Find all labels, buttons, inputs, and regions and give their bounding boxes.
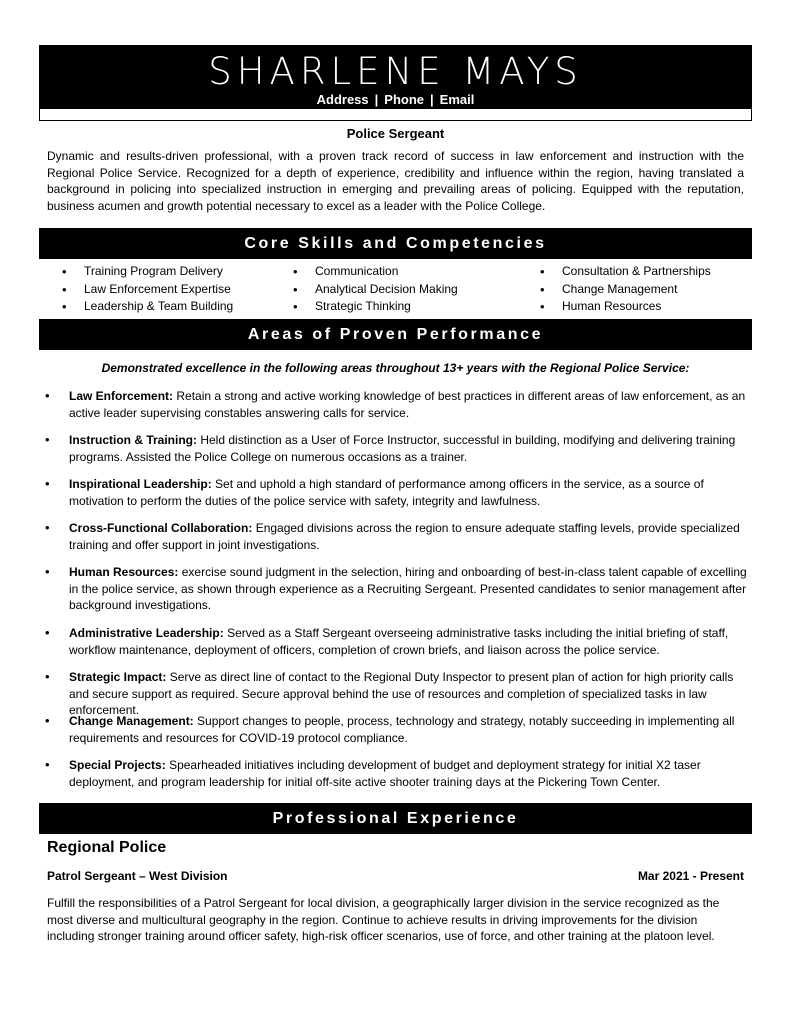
contact-address: Address [316,92,369,107]
skill-item: • Strategic Thinking [293,298,458,316]
bullet-icon: • [45,757,50,772]
bullet-icon: • [45,520,50,535]
area-text: Held distinction as a User of Force Instructor, successful in building, modifying and delivering training programs. Assisted the Police College on numerous occasions as a trainer. [69,433,736,464]
area-text: Support changes to people, process, technology and strategy, notably succeeding in implementing all requirements and resources for COVID-19 protocol compliance. [69,714,735,745]
area-item [45,564,747,614]
skill-item: • Training Program Delivery [62,263,233,281]
area-text: exercise sound judgment in the selection, hiring and onboarding of best-in-class talent capable of excelling in the police service, as shown through experience as a Recruiting Sergeant. Presented candidates to senior management after background investigations. [69,565,747,612]
contact-separator: | [430,92,434,107]
contact-separator: | [374,92,379,107]
resume-header [39,45,752,121]
area-item [45,432,747,465]
area-label: Strategic Impact: [69,670,167,684]
area-label: Inspirational Leadership: [69,477,212,491]
area-text: Spearheaded initiatives including development of budget and deployment strategy for initial X2 taser deployment, and program leadership for initial off-site active shooter training days at the Pickering Town Center. [69,758,701,789]
area-label: Administrative Leadership: [69,626,224,640]
area-text: Served as a Staff Sergeant overseeing administrative tasks including the initial briefing of staff, workflow maintenance, deployment of officers, completion of crown briefs, and liaison across the police service. [69,626,729,657]
candidate-name: SHARLENE MAYS [208,50,583,93]
area-item [45,388,747,421]
area-text: Retain a strong and active working knowledge of best practices in different areas of law enforcement, as an active leader supervising constables answering calls for service. [69,389,746,420]
bullet-icon: • [45,713,50,728]
area-item [45,713,747,746]
skill-item: • Change Management [540,281,711,299]
section-heading-skills: Core Skills and Competencies [39,228,752,259]
area-item [45,669,747,719]
skill-item: • Communication [293,263,458,281]
skill-item: • Law Enforcement Expertise [62,281,233,299]
skills-column-2 [293,263,458,316]
employer-name: Regional Police [47,839,167,856]
bullet-icon: • [45,388,50,403]
area-text: Engaged divisions across the region to ensure adequate staffing levels, provide specialized training and offer support in joint investigations. [69,521,740,552]
skills-list [0,263,791,317]
skill-item: • Human Resources [540,298,711,316]
job-title: Police Sergeant [346,126,445,141]
skills-column-1 [62,263,233,316]
area-label: Special Projects: [69,758,166,772]
bullet-icon: • [45,669,50,684]
skill-item: • Leadership & Team Building [62,298,233,316]
area-label: Instruction & Training: [69,433,197,447]
area-label: Cross-Functional Collaboration: [69,521,253,535]
skill-item: • Consultation & Partnerships [540,263,711,281]
area-label: Human Resources: [69,565,179,579]
section-heading-experience: Professional Experience [39,803,752,834]
contact-phone: Phone [384,92,425,107]
area-label: Change Management: [69,714,194,728]
section-heading-areas: Areas of Proven Performance [39,319,752,350]
bullet-icon: • [45,625,50,640]
contact-email: Email [439,92,475,107]
area-text: Serve as direct line of contact to the Regional Duty Inspector to present plan of action for high priority calls and secure support as required. Secure approval behind the use of resources and completion of specialized tasks in law enforcement. [69,670,734,717]
area-item [45,520,747,553]
contact-line [40,93,751,107]
area-item [45,625,747,658]
skills-column-3 [540,263,711,316]
bullet-icon: • [45,476,50,491]
area-item [45,757,747,790]
job-role: Patrol Sergeant – West Division [47,869,228,883]
bullet-icon: • [45,432,50,447]
areas-intro: Demonstrated excellence in the following areas throughout 13+ years with the Regional Police Service: [101,361,690,375]
area-text: Set and uphold a high standard of performance among officers in the service, as a source of motivation to perform the duties of the police service with safety, integrity and lawfulness. [69,477,704,508]
skill-item: • Analytical Decision Making [293,281,458,299]
profile-summary: Dynamic and results-driven professional, with a proven track record of success in law enforcement and instruction with the Regional Police Service. Recognized for a depth of experience, credibility and influence within the region, having translated a background in policing into specialized instruction in emerging and prevailing areas of policing. Equipped with the reputation, business acumen and growth potential necessary to excel as a leader with the Police College. [47,149,744,213]
bullet-icon: • [45,564,50,579]
header-banner [40,46,751,109]
job-description: Fulfill the responsibilities of a Patrol Sergeant for local division, a geographically larger division in the service recognized as the most diverse and multicultural geography in the region. Continue to achieve results in driving improvements for the division including stronger training around officer safety, high-risk officer scenarios, use of force, and other training at the platoon level. [47,896,720,943]
job-dates: Mar 2021 - Present [637,869,744,883]
area-item [45,476,747,509]
area-label: Law Enforcement: [69,389,174,403]
